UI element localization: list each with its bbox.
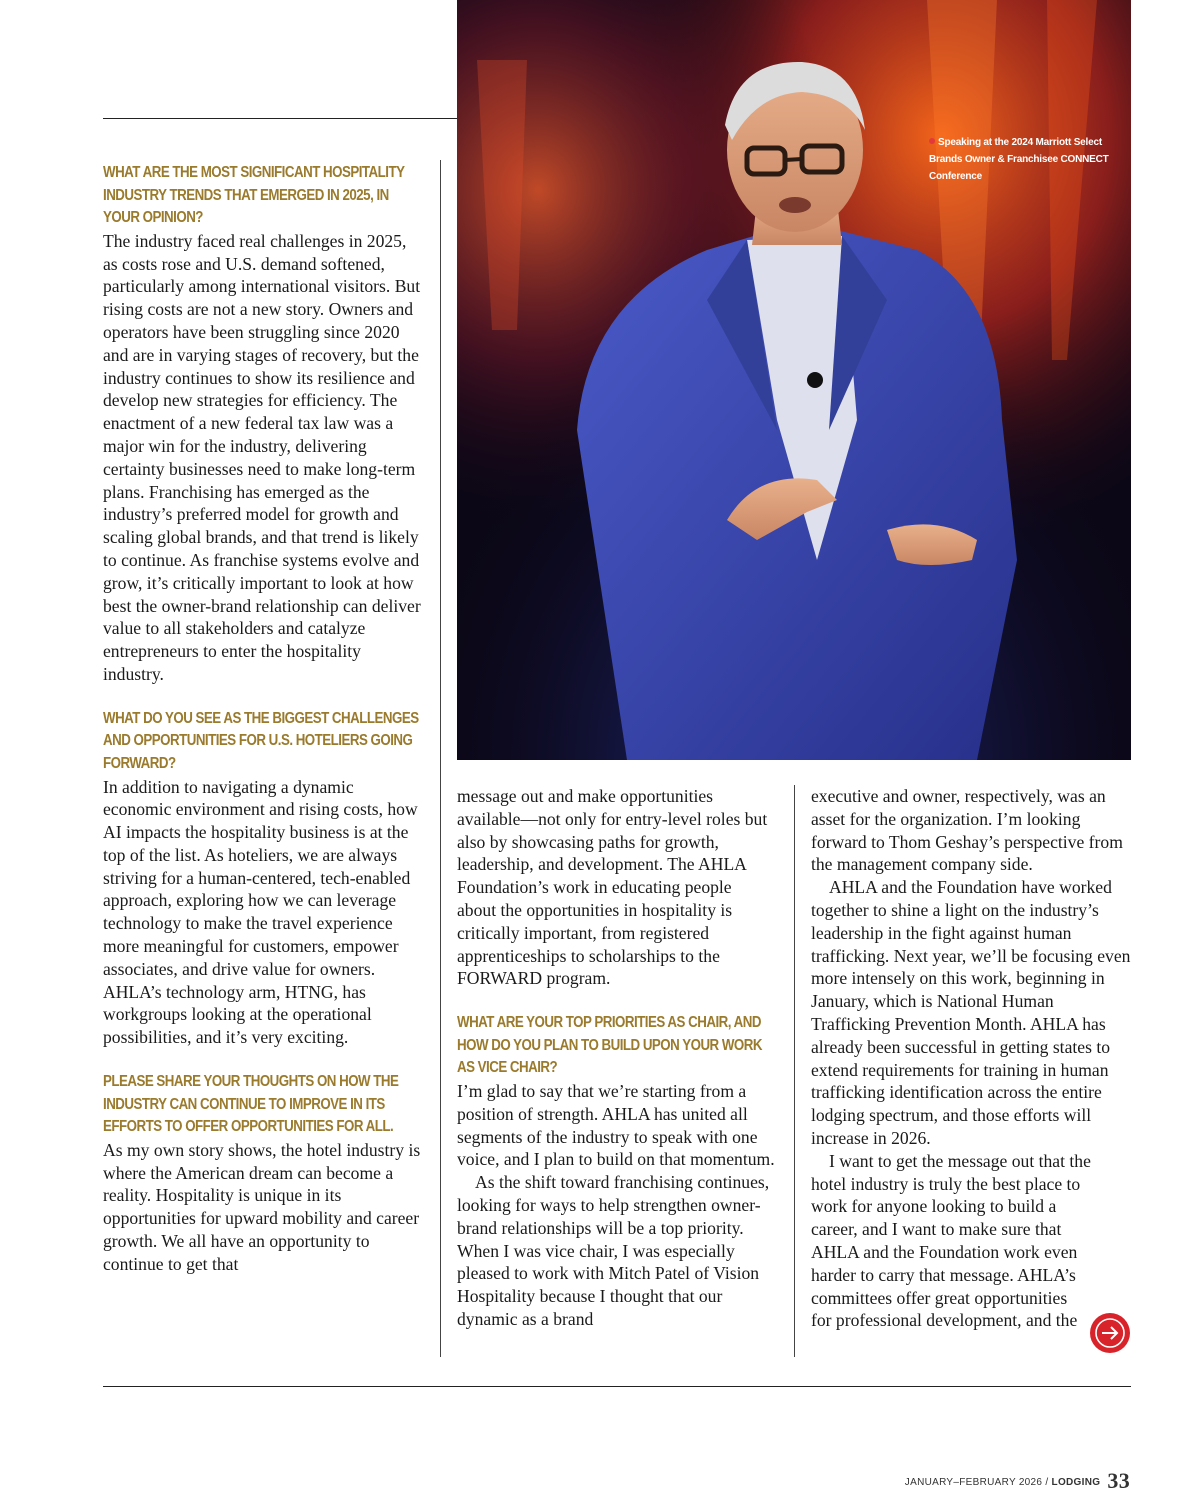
magazine-name: LODGING bbox=[1051, 1477, 1101, 1488]
body-paragraph: AHLA and the Foundation have worked together to shine a light on the industry’s leadership in the fight against human trafficking. Next year, we’ll be focusing even more intensely on this work, beginning in January, which is National Human Trafficking Prevention Month. AHLA has already been successful in getting states to extend requirements for training in human trafficking identification across the entire lodging spectrum, and those efforts will increase in 2026. bbox=[811, 877, 1131, 1148]
speaker-photo bbox=[457, 0, 1131, 760]
top-rule bbox=[103, 118, 457, 119]
question-heading: PLEASE SHARE YOUR THOUGHTS ON HOW THE INDUSTRY CAN CONTINUE TO IMPROVE IN ITS EFFORTS TO OFFER OPPORTUNITIES FOR ALL. bbox=[103, 1073, 399, 1136]
question-heading: WHAT ARE YOUR TOP PRIORITIES AS CHAIR, AND HOW DO YOU PLAN TO BUILD UPON YOUR WORK AS VICE CHAIR? bbox=[457, 1014, 762, 1077]
continue-button[interactable] bbox=[1090, 1313, 1130, 1353]
answer-paragraph: In addition to navigating a dynamic economic environment and rising costs, how AI impacts the hospitality business is at the top of the list. As hoteliers, we are always striving for a human-centered, tech-enabled approach, exploring how we can leverage technology to make the travel experience more meaningful for customers, empower associates, and drive value for owners. AHLA’s technology arm, HTNG, has workgroups looking at the operational possibilities, and it’s very exciting. bbox=[103, 776, 418, 1048]
middle-column bbox=[457, 785, 775, 1331]
bottom-rule bbox=[103, 1386, 1131, 1387]
left-column bbox=[103, 162, 425, 1276]
body-paragraph: As the shift toward franchising continues, looking for ways to help strengthen owner-brand relationships will be a top priority. When I was vice chair, I was especially pleased to work with Mitch Patel of Vision Hospitality because I thought that our dynamic as a brand bbox=[457, 1172, 770, 1329]
photo-caption bbox=[929, 134, 1129, 185]
body-paragraph: message out and make opportunities available—not only for entry-level roles but also by showcasing paths for growth, leadership, and development. The AHLA Foundation’s work in educating people about the opportunities in hospitality is critically important, from registered apprenticeships to scholarships to the FORWARD program. bbox=[457, 786, 768, 989]
body-paragraph: I want to get the message out that the hotel industry is truly the best place to work for anyone looking to build a career, and I want to make sure that AHLA and the Foundation work even harder to carry that message. AHLA’s committees offer great opportunities for professional development, and the bbox=[811, 1150, 1091, 1331]
question-heading: WHAT ARE THE MOST SIGNIFICANT HOSPITALITY INDUSTRY TRENDS THAT EMERGED IN 2025, IN YOUR OPINION? bbox=[103, 164, 405, 227]
page-number: 33 bbox=[1107, 1468, 1130, 1493]
body-paragraph: executive and owner, respectively, was an asset for the organization. I’m looking forward to Thom Geshay’s perspective from the management company side. bbox=[811, 786, 1123, 875]
column-divider-2 bbox=[794, 785, 795, 1357]
issue-date: JANUARY–FEBRUARY 2026 / bbox=[904, 1477, 1049, 1488]
answer-paragraph: I’m glad to say that we’re starting from a position of strength. AHLA has united all segments of the industry to speak with one voice, and I plan to build on that momentum. bbox=[457, 1080, 775, 1170]
question-heading: WHAT DO YOU SEE AS THE BIGGEST CHALLENGES AND OPPORTUNITIES FOR U.S. HOTELIERS GOING FORWARD? bbox=[103, 709, 419, 772]
column-divider-1 bbox=[440, 160, 441, 1357]
answer-paragraph: As my own story shows, the hotel industry is where the American dream can become a reality. Hospitality is unique in its opportunities for upward mobility and career growth. We all have an opportunity to continue to get that bbox=[103, 1139, 421, 1274]
caption-bullet-icon bbox=[929, 138, 935, 144]
answer-paragraph: The industry faced real challenges in 2025, as costs rose and U.S. demand softened, particularly among international visitors. But rising costs are not a new story. Owners and operators have been struggling since 2020 and are in varying stages of recovery, but the industry continues to show its resilience and develop new strategies for efficiency. The enactment of a new federal tax law was a major win for the industry, delivering certainty businesses need to make long-term plans. Franchising has emerged as the industry’s preferred model for growth and scaling global brands, and that trend is likely to continue. As franchise systems evolve and grow, it’s critically important to look at how best the owner-brand relationship can deliver value to all stakeholders and catalyze entrepreneurs to enter the hospitality industry. bbox=[103, 230, 421, 684]
page-footer bbox=[905, 1468, 1130, 1494]
photo-caption-text: Speaking at the 2024 Marriott Select Brands Owner & Franchisee CONNECT Conference bbox=[929, 137, 1109, 182]
right-column bbox=[811, 785, 1131, 1332]
arrow-right-icon bbox=[1090, 1313, 1130, 1353]
